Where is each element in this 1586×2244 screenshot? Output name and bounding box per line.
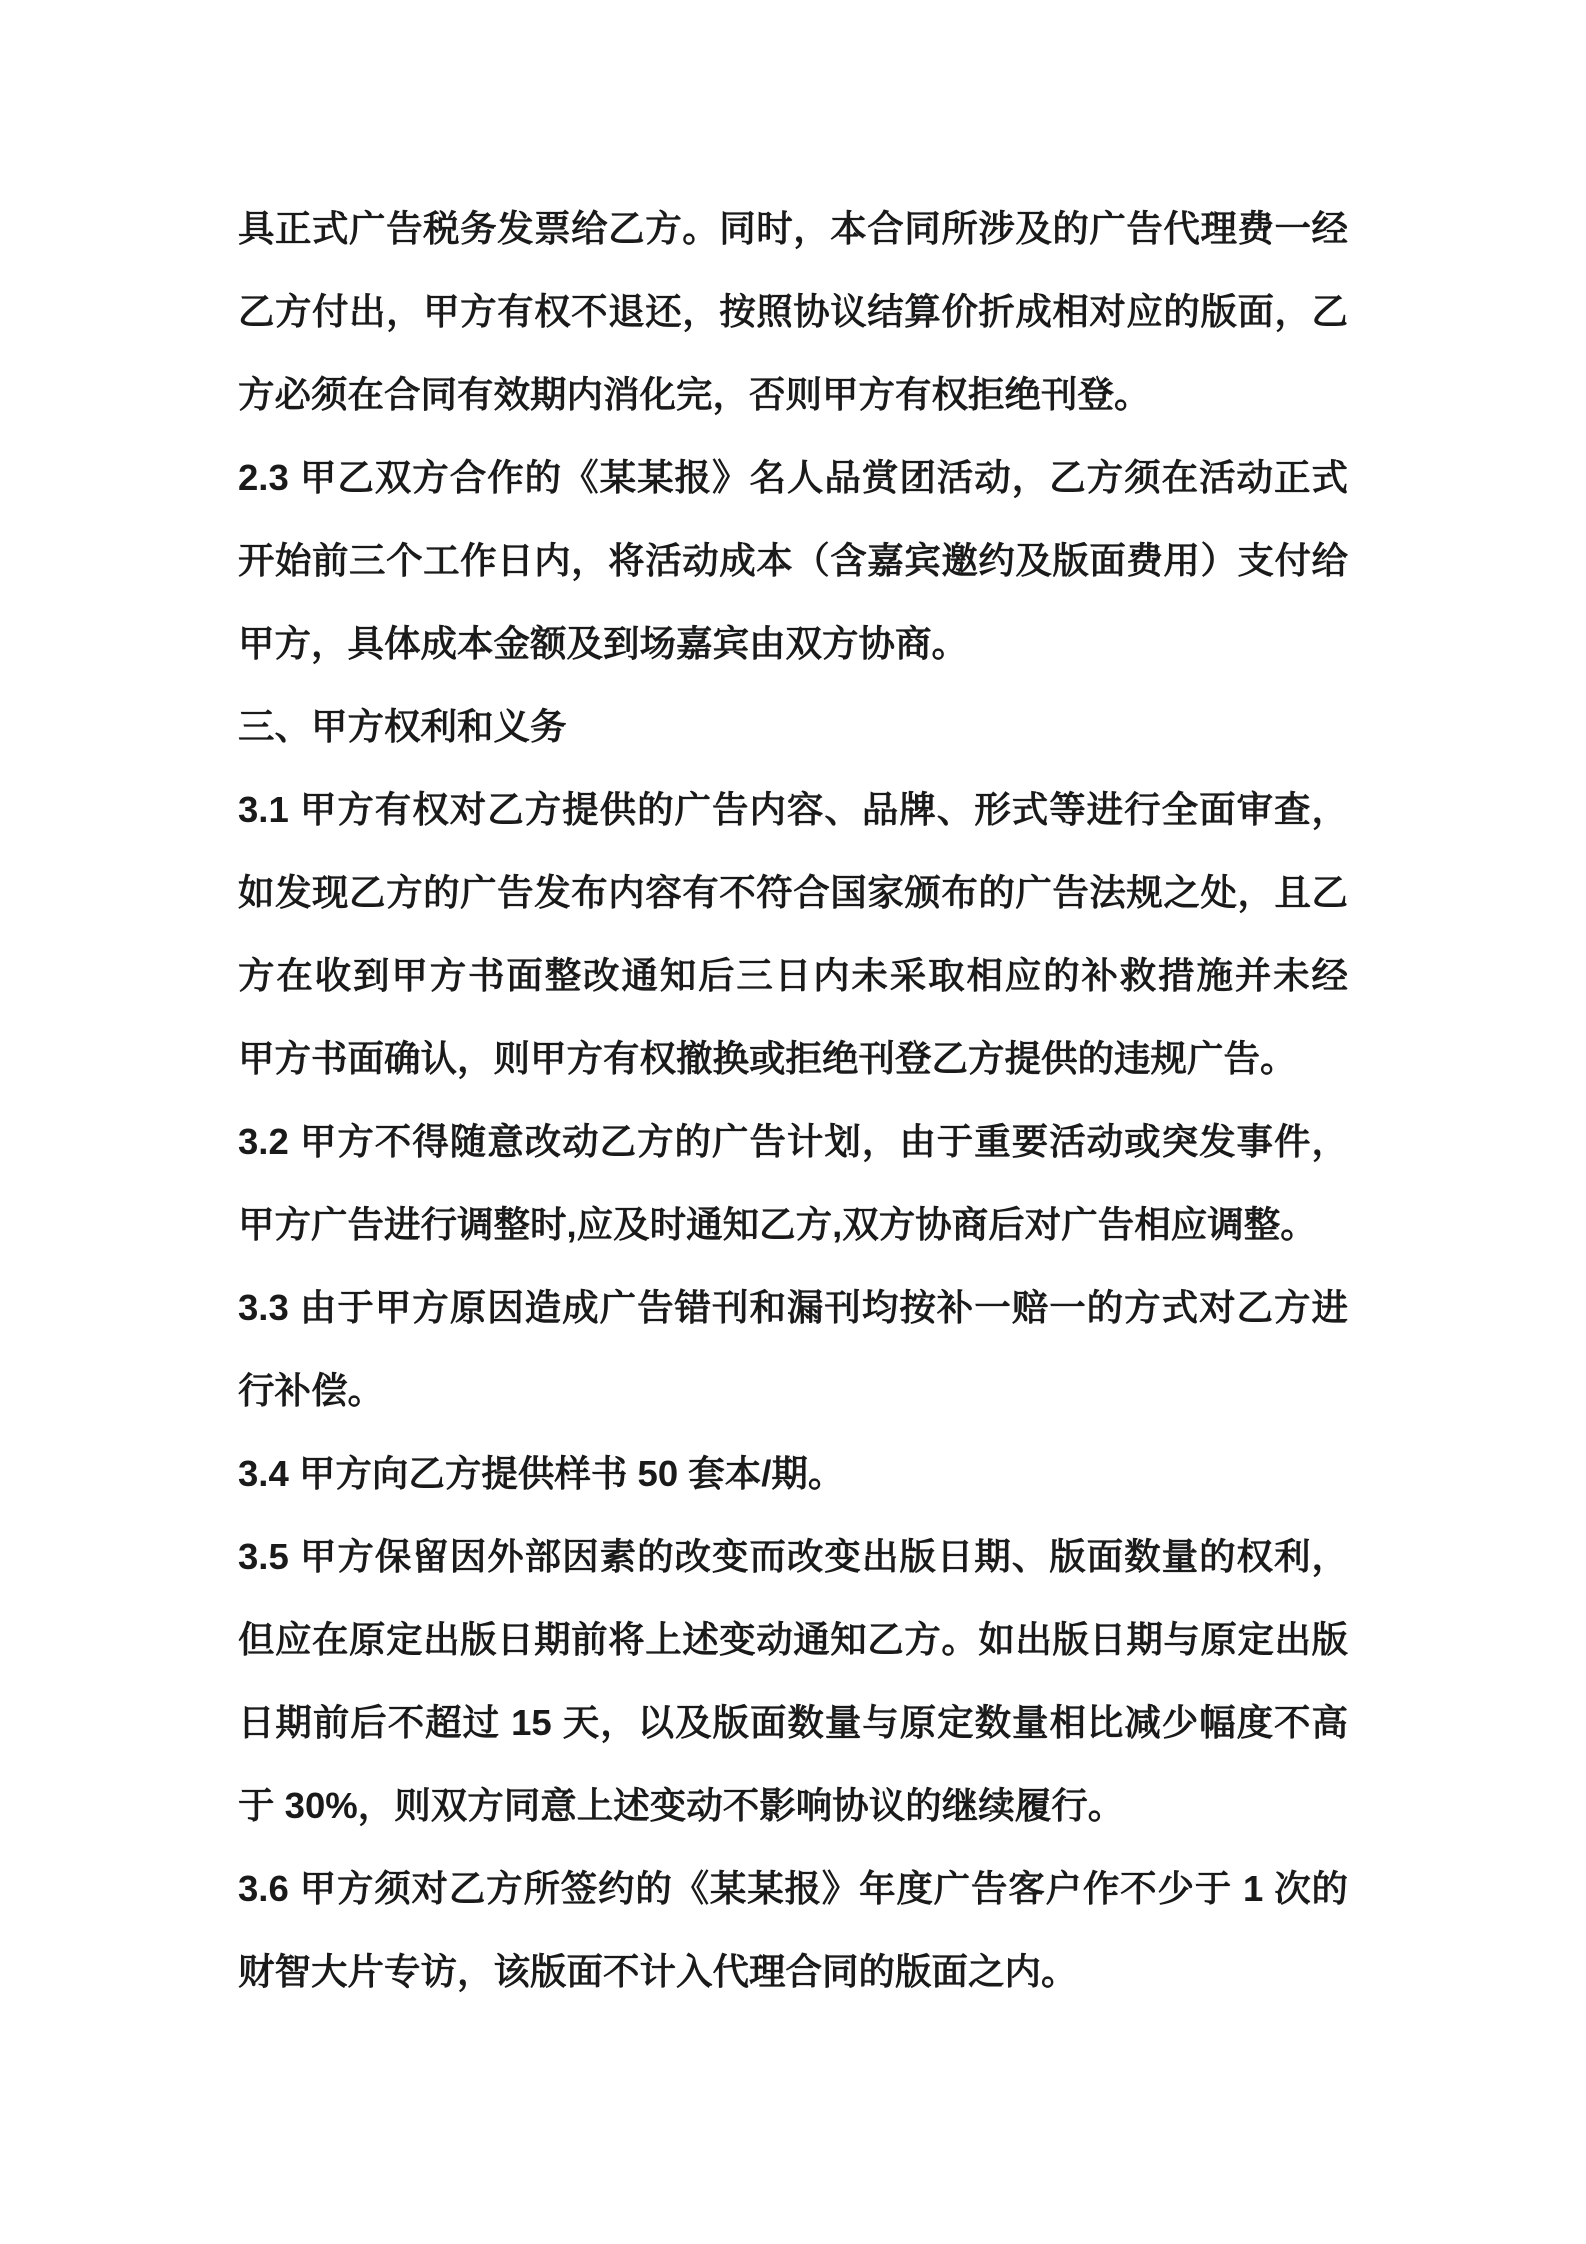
- contract-text-block: [238, 187, 1348, 2013]
- text-line-21: 3.6 甲方须对乙方所签约的《某某报》年度广告客户作不少于 1 次的: [238, 1868, 1348, 1909]
- text-line-14: 3.3 由于甲方原因造成广告错刊和漏刊均按补一赔一的方式对乙方进: [238, 1287, 1348, 1328]
- text-line-9: 如发现乙方的广告发布内容有不符合国家颁布的广告法规之处，且乙: [238, 872, 1348, 913]
- text-line-18: 但应在原定出版日期前将上述变动通知乙方。如出版日期与原定出版: [238, 1619, 1348, 1660]
- text-line-13: 甲方广告进行调整时,应及时通知乙方,双方协商后对广告相应调整。: [238, 1204, 1317, 1245]
- text-line-17: 3.5 甲方保留因外部因素的改变而改变出版日期、版面数量的权利，: [238, 1536, 1348, 1577]
- text-line-5: 开始前三个工作日内，将活动成本（含嘉宾邀约及版面费用）支付给: [238, 540, 1348, 581]
- text-line-19: 日期前后不超过 15 天，以及版面数量与原定数量相比减少幅度不高: [238, 1702, 1348, 1743]
- text-line-2: 乙方付出，甲方有权不退还，按照协议结算价折成相对应的版面，乙: [238, 291, 1348, 332]
- text-line-3: 方必须在合同有效期内消化完，否则甲方有权拒绝刊登。: [238, 374, 1151, 415]
- text-line-11: 甲方书面确认，则甲方有权撤换或拒绝刊登乙方提供的违规广告。: [238, 1038, 1297, 1079]
- text-line-16: 3.4 甲方向乙方提供样书 50 套本/期。: [238, 1453, 845, 1494]
- text-line-15: 行补偿。: [238, 1370, 384, 1411]
- text-line-8: 3.1 甲方有权对乙方提供的广告内容、品牌、形式等进行全面审查，: [238, 789, 1348, 830]
- text-line-22: 财智大片专访，该版面不计入代理合同的版面之内。: [238, 1951, 1078, 1992]
- text-line-7: 三、甲方权利和义务: [238, 706, 567, 747]
- text-line-10: 方在收到甲方书面整改通知后三日内未采取相应的补救措施并未经: [238, 955, 1348, 996]
- text-line-20: 于 30%，则双方同意上述变动不影响协议的继续履行。: [238, 1785, 1125, 1826]
- text-line-4: 2.3 甲乙双方合作的《某某报》名人品赏团活动，乙方须在活动正式: [238, 457, 1348, 498]
- text-line-6: 甲方，具体成本金额及到场嘉宾由双方协商。: [238, 623, 968, 664]
- text-line-1: 具正式广告税务发票给乙方。同时，本合同所涉及的广告代理费一经: [238, 208, 1348, 249]
- text-line-12: 3.2 甲方不得随意改动乙方的广告计划，由于重要活动或突发事件，: [238, 1121, 1348, 1162]
